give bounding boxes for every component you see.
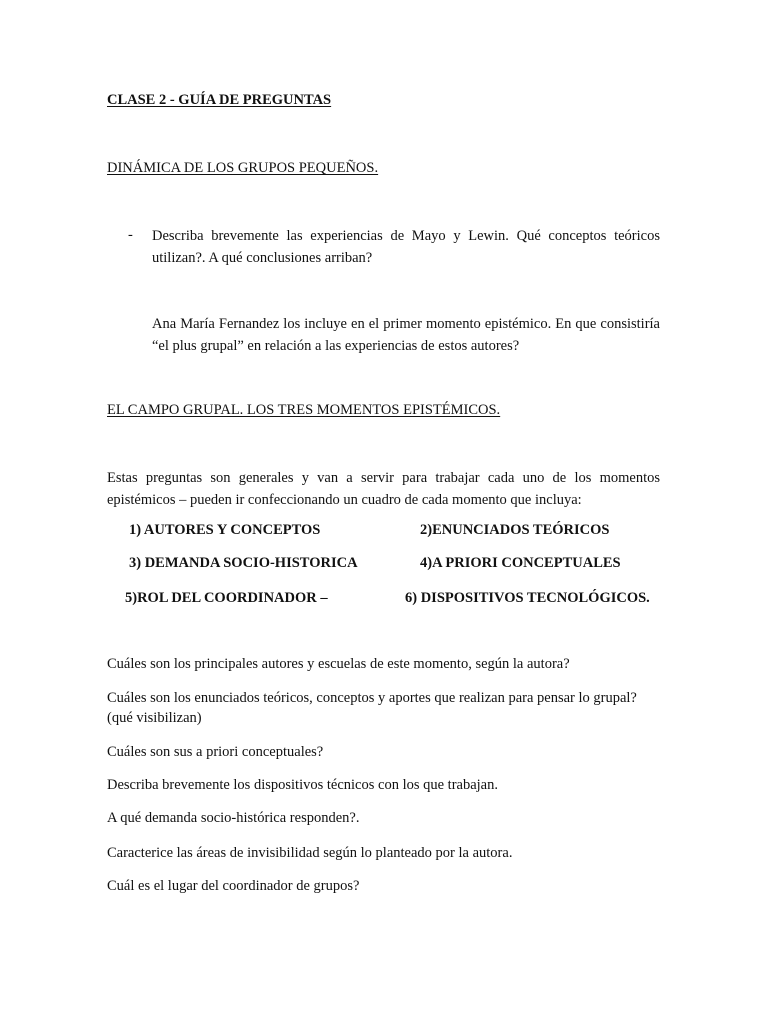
document-title: CLASE 2 - GUÍA DE PREGUNTAS: [107, 92, 332, 108]
question-a-priori: Cuáles son sus a priori conceptuales?: [107, 744, 324, 760]
paragraph-ana-maria-fernandez: Ana María Fernandez los incluye en el primer momento epistémico. En que consistiría “el plus grupal” en relación a las experiencias de estos autores?: [152, 316, 660, 354]
question-enunciados-line2: (qué visibilizan): [107, 710, 202, 726]
list-item-autores: 1) AUTORES Y CONCEPTOS: [129, 522, 321, 538]
bullet-marker: -: [128, 227, 133, 243]
question-invisibilidad: Caracterice las áreas de invisibilidad según lo planteado por la autora.: [107, 845, 513, 861]
section-heading-dinamica: DINÁMICA DE LOS GRUPOS PEQUEÑOS.: [107, 160, 379, 176]
question-autores: Cuáles son los principales autores y escuelas de este momento, según la autora?: [107, 656, 570, 672]
section-heading-campo-grupal: EL CAMPO GRUPAL. LOS TRES MOMENTOS EPISTÉMICOS.: [107, 402, 501, 418]
question-dispositivos: Describa brevemente los dispositivos técnicos con los que trabajan.: [107, 777, 498, 793]
intro-paragraph: Estas preguntas son generales y van a servir para trabajar cada uno de los momentos epistémicos – pueden ir confeccionando un cuadro de cada momento que incluya:: [107, 470, 660, 508]
list-item-a-priori: 4)A PRIORI CONCEPTUALES: [420, 555, 621, 571]
list-item-rol-coordinador: 5)ROL DEL COORDINADOR –: [125, 590, 328, 606]
list-item-demanda: 3) DEMANDA SOCIO-HISTORICA: [129, 555, 358, 571]
question-enunciados-line1: Cuáles son los enunciados teóricos, conceptos y aportes que realizan para pensar lo grupal?: [107, 690, 637, 706]
list-item-enunciados: 2)ENUNCIADOS TEÓRICOS: [420, 522, 610, 538]
question-coordinador: Cuál es el lugar del coordinador de grupos?: [107, 878, 360, 894]
question-demanda: A qué demanda socio-histórica responden?.: [107, 810, 360, 826]
bullet-question-mayo-lewin: Describa brevemente las experiencias de Mayo y Lewin. Qué conceptos teóricos utilizan?. A qué conclusiones arriban?: [152, 228, 660, 266]
list-item-dispositivos: 6) DISPOSITIVOS TECNOLÓGICOS.: [405, 590, 650, 606]
